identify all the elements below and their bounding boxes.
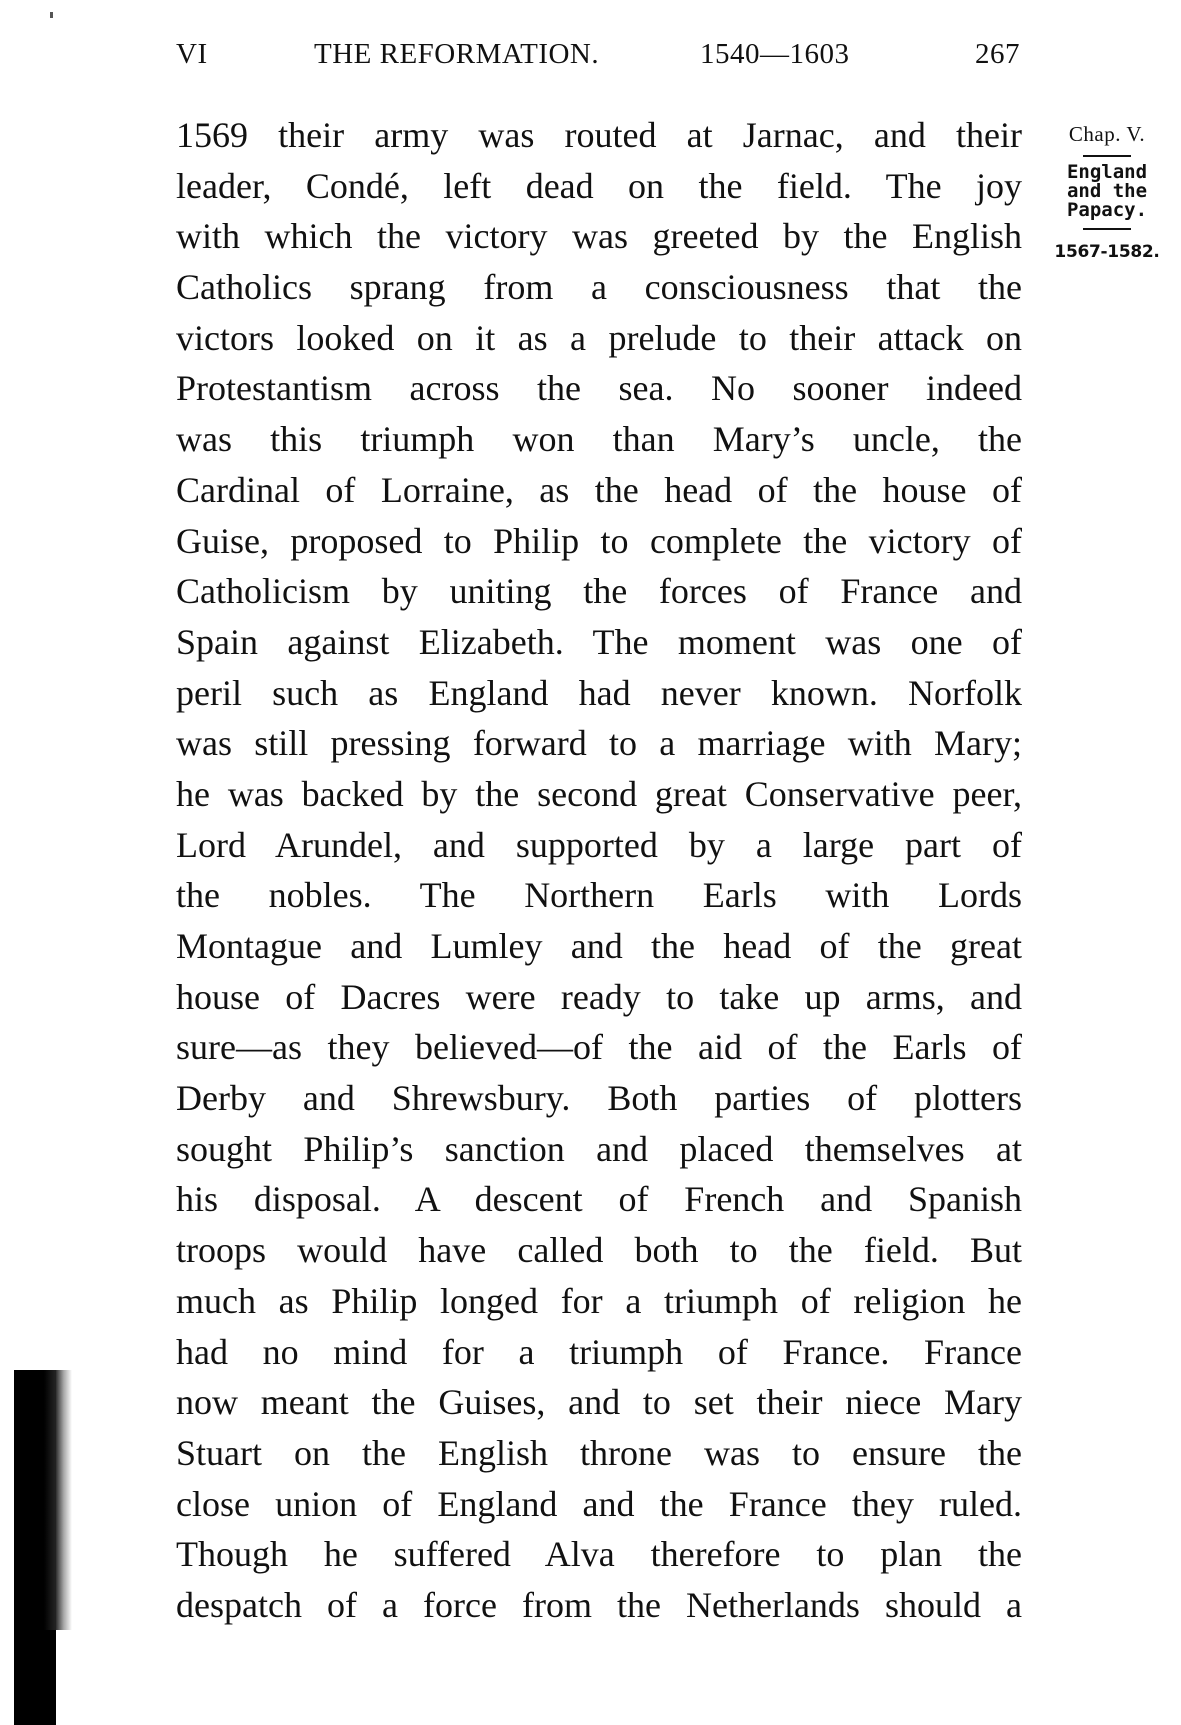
text-line: house of Dacres were ready to take up arms, and [176, 976, 1022, 1017]
text-line: peril such as England had never known. Norfolk [176, 672, 1022, 713]
sidenote-subject-line: England [1066, 161, 1148, 183]
scan-speck [50, 12, 53, 18]
text-line: Spain against Elizabeth. The moment was one of [176, 621, 1022, 662]
text-line: he was backed by the second great Conservative peer, [176, 773, 1022, 814]
sidenote-rule [1083, 155, 1131, 157]
text-line: sought Philip’s sanction and placed themselves at [176, 1128, 1022, 1169]
text-line: his disposal. A descent of French and Spanish [176, 1179, 1022, 1220]
text-line: Guise, proposed to Philip to complete the victory of [176, 520, 1022, 561]
text-line: was still pressing forward to a marriage with Mary; [176, 723, 1022, 764]
text-line: Stuart on the English throne was to ensure the [176, 1432, 1022, 1473]
text-line: Catholicism by uniting the forces of France and [176, 571, 1022, 612]
sidenote-subject-line: Papacy. [1066, 199, 1148, 221]
body-text [176, 110, 1022, 1631]
text-line: victors looked on it as a prelude to their attack on [176, 317, 1022, 358]
sidenote-subject [1040, 163, 1174, 220]
sidenote-dates: 1567-1582. [1054, 242, 1160, 262]
text-line: Though he suffered Alva therefore to plan the [176, 1534, 1022, 1575]
page-number: 267 [975, 38, 1020, 70]
text-line: now meant the Guises, and to set their niece Mary [176, 1382, 1022, 1423]
text-line: Cardinal of Lorraine, as the head of the house of [176, 469, 1022, 510]
text-line: 1569 their army was routed at Jarnac, and their [176, 115, 1022, 155]
text-line: leader, Condé, left dead on the field. The joy [176, 165, 1022, 206]
scan-binding-shadow [14, 1370, 56, 1725]
text-line: Derby and Shrewsbury. Both parties of plotters [176, 1078, 1022, 1119]
sidenote-rule [1083, 228, 1131, 230]
sidenote-chapter: Chap. V. [1068, 122, 1146, 146]
text-line: much as Philip longed for a triumph of religion he [176, 1280, 1022, 1321]
running-head-title: THE REFORMATION. [314, 38, 600, 70]
text-line: close union of England and the France they ruled. [176, 1483, 1022, 1524]
text-line: Catholics sprang from a consciousness that the [176, 267, 1022, 308]
text-line: with which the victory was greeted by the English [176, 216, 1022, 257]
margin-notes [1040, 122, 1174, 262]
text-line: was this triumph won than Mary’s uncle, the [176, 419, 1022, 460]
text-line: had no mind for a triumph of France. France [176, 1331, 1022, 1372]
running-head [176, 38, 1020, 78]
running-head-dates: 1540—1603 [700, 38, 850, 70]
text-line: the nobles. The Northern Earls with Lords [176, 875, 1022, 916]
text-line: troops would have called both to the field. But [176, 1230, 1022, 1271]
text-line: Montague and Lumley and the head of the great [176, 926, 1022, 966]
sidenote-subject-line: and the [1066, 180, 1148, 202]
text-line: Lord Arundel, and supported by a large part of [176, 824, 1022, 865]
text-line: Protestantism across the sea. No sooner indeed [176, 368, 1022, 409]
running-head-chapter: VI [176, 38, 208, 70]
text-line: sure—as they believed—of the aid of the Earls of [176, 1027, 1022, 1068]
text-line: despatch of a force from the Netherlands should a [176, 1584, 1022, 1625]
